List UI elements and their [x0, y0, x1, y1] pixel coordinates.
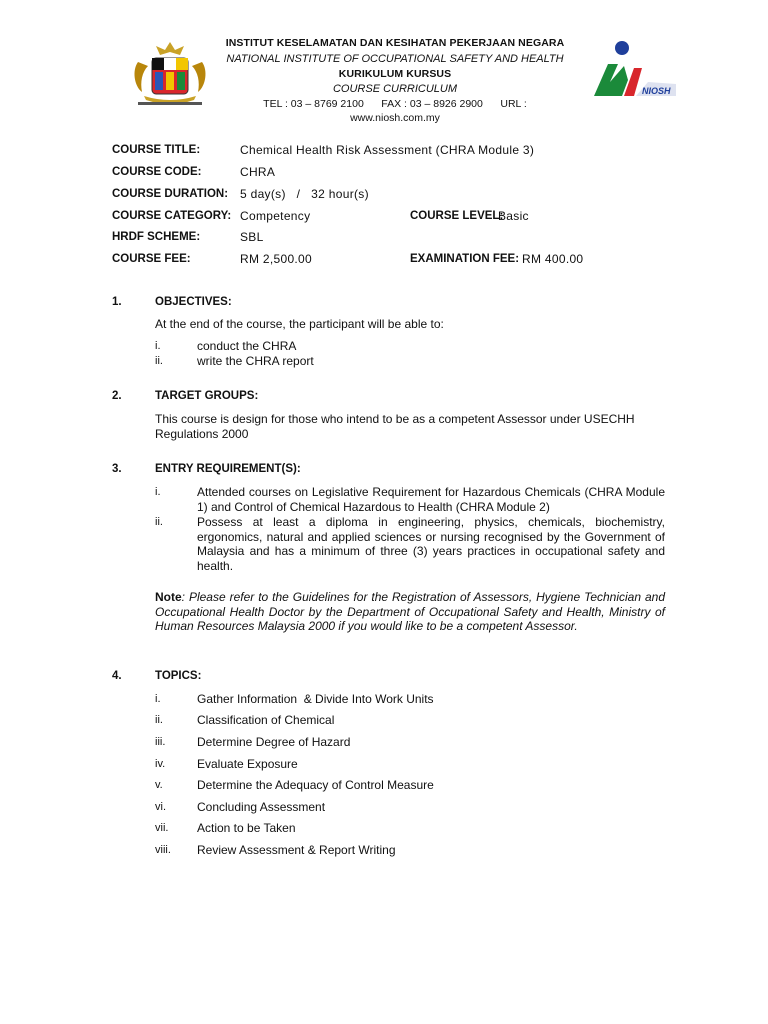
list-item: Determine the Adequacy of Control Measure: [197, 778, 434, 792]
objectives-heading: OBJECTIVES:: [155, 296, 232, 308]
list-item: Possess at least a diploma in engineering, physics, chemicals, biochemistry, ergonomics, natural and applied sciences or nursing recognised by the Government of Malaysia and has a minimum of three (3) years practices in occupational safety and health.: [197, 515, 665, 573]
course-category-label: COURSE CATEGORY:: [112, 210, 232, 222]
header-course-curriculum: COURSE CURRICULUM: [332, 83, 458, 95]
exam-fee-label: EXAMINATION FEE:: [410, 253, 520, 265]
list-number: ii.: [155, 355, 163, 367]
note-text: : Please refer to the Guidelines for the Registration of Assessors, Hygiene Technician and Occupational Health Doctor by the Department of Occupational Safety and Health, Ministry of Human Resources Malaysia 2000 if you would like to be a competent Assessor.: [155, 590, 665, 633]
entry-requirements-heading: ENTRY REQUIREMENT(S):: [155, 463, 301, 475]
list-number: vi.: [155, 801, 166, 813]
section-number: 4.: [112, 670, 122, 682]
course-title-label: COURSE TITLE:: [112, 144, 201, 156]
header-url: www.niosh.com.my: [350, 112, 440, 124]
exam-fee-value: RM 400.00: [522, 252, 584, 266]
course-level-value: Basic: [498, 209, 529, 223]
hrdf-scheme-value: SBL: [240, 230, 264, 244]
target-groups-text: This course is design for those who intend to be as a competent Assessor under USECHH Regulations 2000: [155, 412, 635, 441]
course-duration-label: COURSE DURATION:: [112, 188, 229, 200]
course-level-label: COURSE LEVEL:: [410, 210, 504, 222]
list-item: Determine Degree of Hazard: [197, 735, 351, 749]
note-label: Note: [155, 590, 182, 604]
course-duration-value: 5 day(s) / 32 hour(s): [240, 187, 369, 201]
objectives-intro: At the end of the course, the participant will be able to:: [155, 317, 444, 331]
list-item: Attended courses on Legislative Requirement for Hazardous Chemicals (CHRA Module 1) and Control of Chemical Hazardous to Health (CHRA Module 2): [197, 485, 665, 514]
course-code-label: COURSE CODE:: [112, 166, 202, 178]
list-item: Classification of Chemical: [197, 713, 335, 727]
list-number: iv.: [155, 758, 166, 770]
list-number: i.: [155, 340, 161, 352]
target-groups-heading: TARGET GROUPS:: [155, 390, 259, 402]
header-institute-english: NATIONAL INSTITUTE OF OCCUPATIONAL SAFETY AND HEALTH: [226, 53, 564, 65]
list-item: Action to be Taken: [197, 821, 296, 835]
list-item: Gather Information & Divide Into Work Units: [197, 692, 434, 706]
topics-heading: TOPICS:: [155, 670, 202, 682]
list-number: vii.: [155, 822, 169, 834]
header-contact: TEL : 03 – 8769 2100 FAX : 03 – 8926 2900 URL :: [263, 98, 527, 110]
course-category-value: Competency: [240, 209, 311, 223]
list-number: ii.: [155, 714, 163, 726]
list-number: i.: [155, 693, 161, 705]
section-number: 3.: [112, 463, 122, 475]
list-item: Evaluate Exposure: [197, 757, 298, 771]
niosh-logo-text: NIOSH: [642, 86, 671, 96]
list-item: write the CHRA report: [197, 354, 314, 368]
list-item: Review Assessment & Report Writing: [197, 843, 396, 857]
list-number: v.: [155, 779, 163, 791]
header-institute-malay: INSTITUT KESELAMATAN DAN KESIHATAN PEKERJAAN NEGARA: [225, 37, 565, 49]
list-number: i.: [155, 486, 161, 498]
course-fee-label: COURSE FEE:: [112, 253, 191, 265]
course-code-value: CHRA: [240, 165, 276, 179]
list-item: conduct the CHRA: [197, 339, 297, 353]
list-number: ii.: [155, 516, 163, 528]
list-number: viii.: [155, 844, 171, 856]
course-title-value: Chemical Health Risk Assessment (CHRA Module 3): [240, 143, 535, 157]
entry-note: [155, 590, 665, 634]
section-number: 2.: [112, 390, 122, 402]
header-kurikulum: KURIKULUM KURSUS: [338, 68, 452, 80]
niosh-logo: [588, 38, 680, 104]
section-number: 1.: [112, 296, 122, 308]
list-number: iii.: [155, 736, 166, 748]
hrdf-scheme-label: HRDF SCHEME:: [112, 231, 201, 243]
list-item: Concluding Assessment: [197, 800, 326, 814]
course-fee-value: RM 2,500.00: [240, 252, 313, 266]
